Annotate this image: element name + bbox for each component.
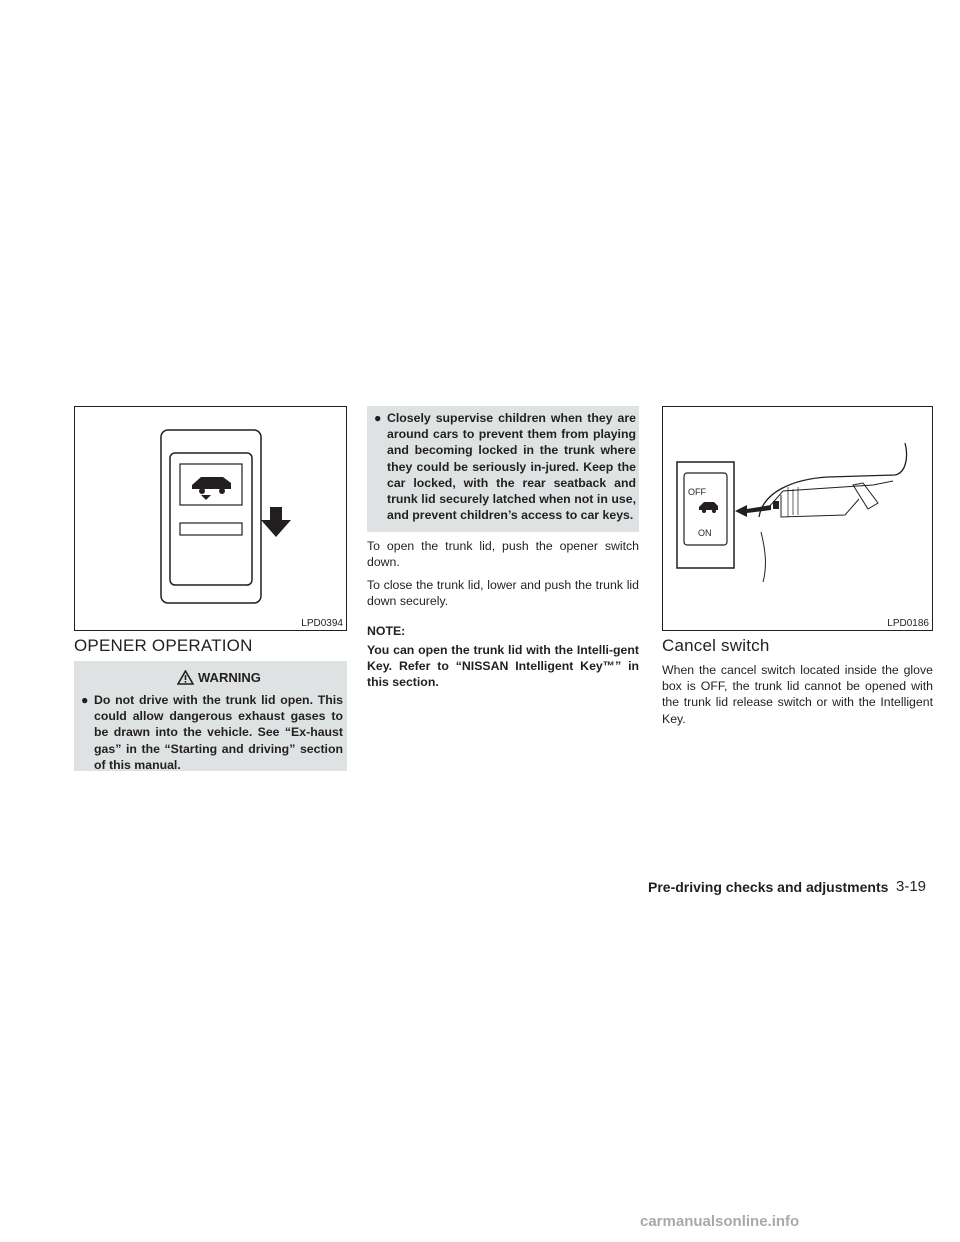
warning-title: WARNING <box>177 670 261 685</box>
on-label: ON <box>698 528 712 538</box>
note-title: NOTE: <box>367 624 406 638</box>
warning-box-continued <box>367 406 639 532</box>
chapter-title: Pre-driving checks and adjustments <box>648 879 889 895</box>
figure-label: LPD0186 <box>887 618 929 629</box>
section-title: OPENER OPERATION <box>74 636 253 655</box>
cancel-switch-title: Cancel switch <box>662 636 770 655</box>
note-text: You can open the trunk lid with the Intelli-gent Key. Refer to “NISSAN Intelligent Key™” in this section. <box>367 643 639 690</box>
close-instruction: To close the trunk lid, lower and push the trunk lid down securely. <box>367 578 639 609</box>
opener-switch-illustration <box>75 407 346 630</box>
warning-triangle-icon <box>177 670 194 685</box>
warning-box <box>74 661 347 771</box>
warning-bullet: ● Closely supervise children when they are around cars to prevent them from playing and becoming locked in the trunk where they could be seriously in-jured. Keep the car locked, with the rear seatback and trunk lid securely latched when not in use, and prevent children’s access to car keys. <box>374 411 636 523</box>
cancel-switch-illustration <box>663 407 932 630</box>
open-instruction: To open the trunk lid, push the opener switch down. <box>367 539 639 570</box>
cancel-switch-text: When the cancel switch located inside the glove box is OFF, the trunk lid cannot be opened with the trunk lid release switch or with the Intelligent Key. <box>662 663 933 726</box>
page-number: 3-19 <box>896 878 927 895</box>
warning-bullet: ● Do not drive with the trunk lid open. This could allow dangerous exhaust gases to be drawn into the vehicle. See “Ex-haust gas” in the “Starting and driving” section of this manual. <box>81 693 343 772</box>
figure-opener-switch <box>74 406 347 631</box>
off-label: OFF <box>688 487 706 497</box>
figure-cancel-switch <box>662 406 933 631</box>
watermark[interactable]: carmanualsonline.info <box>640 1213 800 1230</box>
figure-label: LPD0394 <box>301 618 343 629</box>
